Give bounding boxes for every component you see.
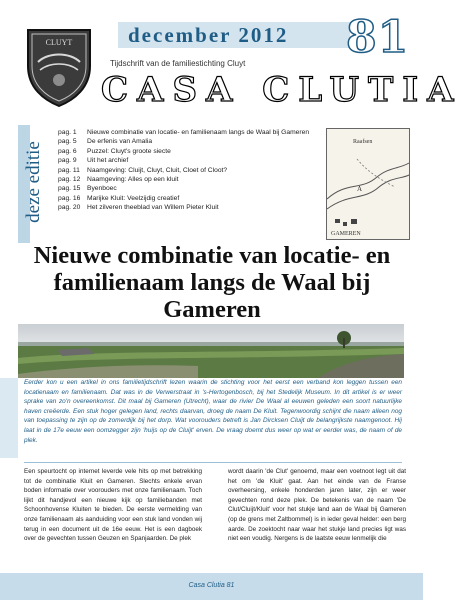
historic-map-image	[326, 128, 410, 240]
toc-page: pag. 16	[58, 194, 81, 202]
toc-item[interactable]	[58, 128, 323, 137]
landscape-photo	[18, 324, 404, 378]
toc-page: pag. 20	[58, 204, 81, 212]
article-column-1: Een speurtocht op internet leverde vele hits op met betrekking tot de combinatie Kluit en Gameren. Slechts enkele ervan boden informatie over voorouders met onze familienaam. Toch lijkt dit handjevol een nieuwe kijk op familiebanden met Schoonhovense Kluiten te bieden. De eerste vermelding van onze familienaam als aanduiding voor een stuk land vonden wij terug in een document uit de 16e eeuw. Het is een dagboek over de gevechten tussen Geuzen en Spanjaarden. De plek	[24, 468, 202, 543]
masthead-title: CASA CLUTIA	[101, 70, 463, 110]
divider	[24, 462, 402, 463]
toc-title: Naamgeving: Cluijt, Cluyt, Cluit, Cloet of Cloot?	[87, 166, 228, 174]
family-crest-logo	[24, 26, 94, 108]
toc-item[interactable]	[58, 203, 323, 212]
lead-side-band	[0, 378, 18, 458]
article-column-2: wordt daarin 'de Clut' genoemd, maar een voetnoot legt uit dat het om 'de Kluit' gaat. Aan het einde van de Franse overheersing, enkele honderden jaren later, zijn er weer gevechten rond deze plek. De betekenis van de naam 'De Clut/Cluijt/Kluit' voor het stukje land aan de Waal bij Gameren (op de grens met Zaltbommel) is in ieder geval helder: een berg aarde. De zoektocht naar waar het stukje land precies ligt was niet een voudig. Nergens is de laatste eeuw lenmelijk die	[228, 468, 406, 543]
toc-item[interactable]	[58, 184, 323, 193]
toc-title: Naamgeving: Alles op een kluit	[87, 176, 179, 184]
article-headline: Nieuwe combinatie van locatie- en familienaam langs de Waal bij Gameren	[33, 242, 391, 323]
footer-text: Casa Clutia 81	[188, 582, 235, 589]
toc-page: pag. 5	[58, 138, 77, 146]
issue-number: 81	[346, 12, 410, 63]
toc-page: pag. 15	[58, 185, 81, 193]
tagline: Tijdschrift van de familiestichting Cluyt	[110, 59, 246, 68]
toc-label: deze editie	[23, 141, 44, 223]
toc-title: Marijke Kluit: Veelzijdig creatief	[87, 194, 180, 202]
map-label-bottom: GAMEREN	[331, 231, 361, 237]
issue-month: december 2012	[128, 23, 289, 47]
toc-title: De erfenis van Amalia	[87, 138, 153, 146]
toc-title: Uit het archief	[87, 157, 129, 165]
toc-item[interactable]	[58, 147, 323, 156]
toc-title: Puzzel: Cluyt's groote siecte	[87, 147, 171, 155]
toc-title: Het zilveren theeblad van Willem Pieter Kluit	[87, 204, 219, 212]
toc-item[interactable]	[58, 166, 323, 175]
toc-page: pag. 12	[58, 176, 81, 184]
toc-page: pag. 9	[58, 157, 77, 165]
toc-item[interactable]	[58, 137, 323, 146]
toc-item[interactable]	[58, 175, 323, 184]
table-of-contents	[58, 128, 323, 213]
toc-title: Byenboec	[87, 185, 117, 193]
toc-item[interactable]	[58, 156, 323, 165]
toc-page: pag. 11	[58, 166, 80, 174]
map-label-top: Raafsen	[353, 139, 373, 145]
svg-text:CLUYT: CLUYT	[45, 38, 73, 47]
toc-page: pag. 6	[58, 147, 77, 155]
map-label-mark: A	[357, 185, 363, 193]
toc-page: pag. 1	[58, 129, 77, 136]
article-lead: Eerder kon u een artikel in ons familietijdschrift lezen waarin de stichting voor het eerst een verband kon leggen tussen een locatienaam en familienaam. Dat was in de Verwerstraat in 's-Hertogenbosch, bij het Stedelijk Museum. In dit artikel is er weer sprake van zo'n overeenkomst. Dit maal bij Gameren (Utrecht), waar de rivier De Waal al eeuwen geleden een soort natuurlijke haven creëerde. Een stuk hoger gelegen land, rechts daarvan, droeg de naam De Kluit. Tegenwoordig schijnt die naam alleen nog van toepassing te zijn op de zomerdijk bij het dorp. Wat voorouders betreft is Jan Dircksen Cluijt de belangrijkste naamgenoot. Hij laat in de 17e eeuw een oomzegger zijn 'huijs op de Cluijt' erven. De vraag doemt dus weer op wat er eerder was, de naam of de plek.	[24, 379, 402, 444]
toc-item[interactable]	[58, 194, 323, 203]
toc-title: Nieuwe combinatie van locatie- en familienaam langs de Waal bij Gameren	[87, 129, 310, 136]
